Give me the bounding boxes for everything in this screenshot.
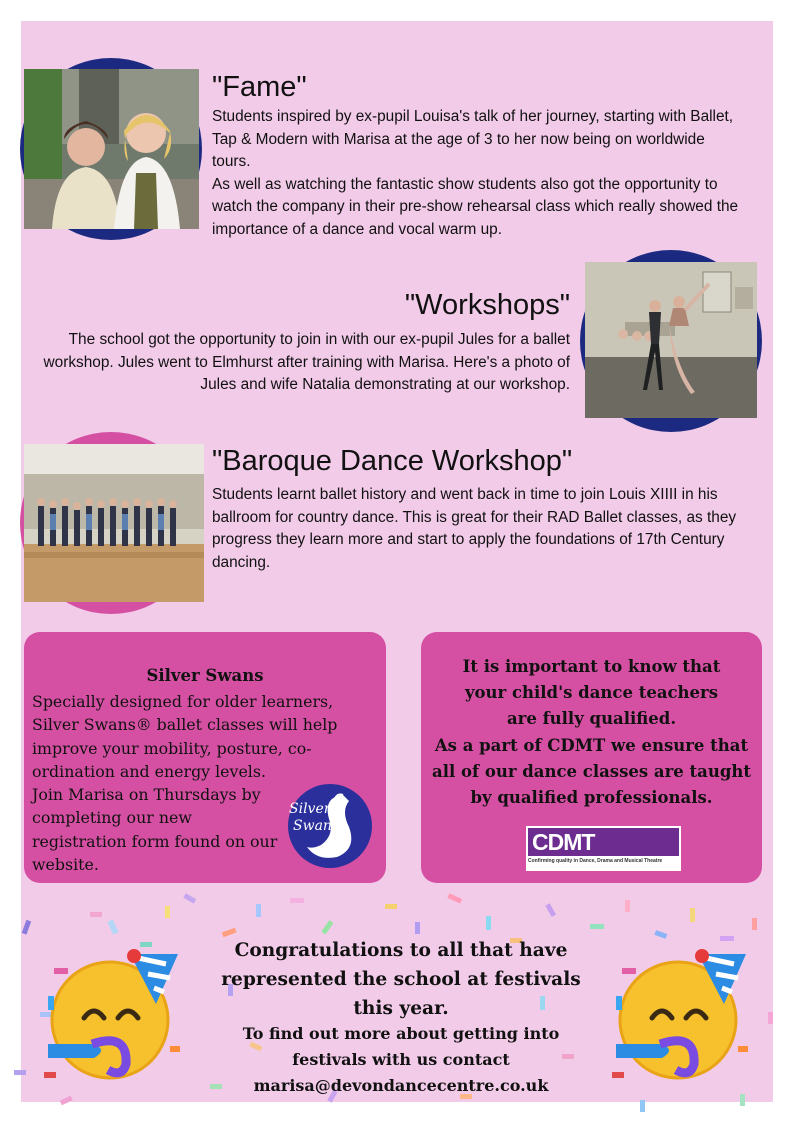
festival-contact-text: To find out more about getting into festivals with us contact — [242, 1024, 560, 1069]
fame-paragraph-2: As well as watching the fantastic show students also got the opportunity to watch the company in their pre-show rehearsal class which really showed the importance of a dance and vocal warm up. — [212, 175, 739, 238]
festival-congratulations: Congratulations to all that have represented the school at festivals this year. — [221, 940, 581, 1019]
partying-face-left-svg — [38, 946, 188, 1086]
baroque-title: "Baroque Dance Workshop" — [212, 445, 573, 477]
silver-swans-logo-line-1: Silver — [289, 801, 331, 817]
fame-photo — [24, 69, 199, 229]
contact-email-link[interactable]: marisa@devondancecentre.co.uk — [253, 1076, 549, 1095]
silver-swans-paragraph-1: Specially designed for older learners, Silver Swans® ballet classes will help improve your mobility, posture, co-ordination and energy levels. — [32, 692, 338, 781]
baroque-photo-image — [24, 444, 204, 602]
cdmt-logo-tagline: Confirming quality in Dance, Drama and Musical Theatre — [528, 858, 663, 864]
cdmt-logo-text: CDMT — [532, 829, 595, 855]
partying-face-icon — [38, 946, 188, 1086]
fame-photo-image — [24, 69, 199, 229]
fame-paragraph-1: Students inspired by ex-pupil Louisa's talk of her journey, starting with Ballet, Tap & Modern with Marisa at the age of 3 to her now being on worldwide tours. — [212, 108, 734, 170]
partying-face-right-svg — [606, 946, 756, 1086]
silver-swans-logo — [287, 783, 373, 869]
silver-swans-logo-line-2: Swans — [293, 818, 340, 834]
workshops-photo — [585, 262, 757, 418]
cdmt-text — [429, 654, 754, 811]
workshops-title: "Workshops" — [404, 289, 570, 321]
fame-body — [212, 106, 747, 241]
workshops-photo-image — [585, 262, 757, 418]
cdmt-paragraph-1: It is important to know that your child's dance teachers are fully qualified. — [462, 657, 721, 729]
silver-swans-title: Silver Swans — [146, 666, 264, 685]
baroque-photo — [24, 444, 204, 602]
fame-title: "Fame" — [212, 71, 307, 103]
workshops-body: The school got the opportunity to join in with our ex-pupil Jules for a ballet workshop. Jules went to Elmhurst after training with Marisa. Here's a photo of Jules and wife Natalia demonstrating at our workshop. — [43, 331, 570, 393]
partying-face-icon — [606, 946, 756, 1086]
cdmt-paragraph-2: As a part of CDMT we ensure that all of our dance classes are taught by qualified professionals. — [432, 735, 751, 808]
baroque-body: Students learnt ballet history and went back in time to join Louis XIIII in his ballroom for country dance. This is great for their RAD Ballet classes, as they progress they learn more and start to apply the foundations of 17th Century dancing. — [212, 486, 737, 571]
silver-swans-paragraph-2: Join Marisa on Thursdays by completing our new registration form found on our website. — [32, 785, 278, 875]
cdmt-logo — [526, 826, 681, 871]
